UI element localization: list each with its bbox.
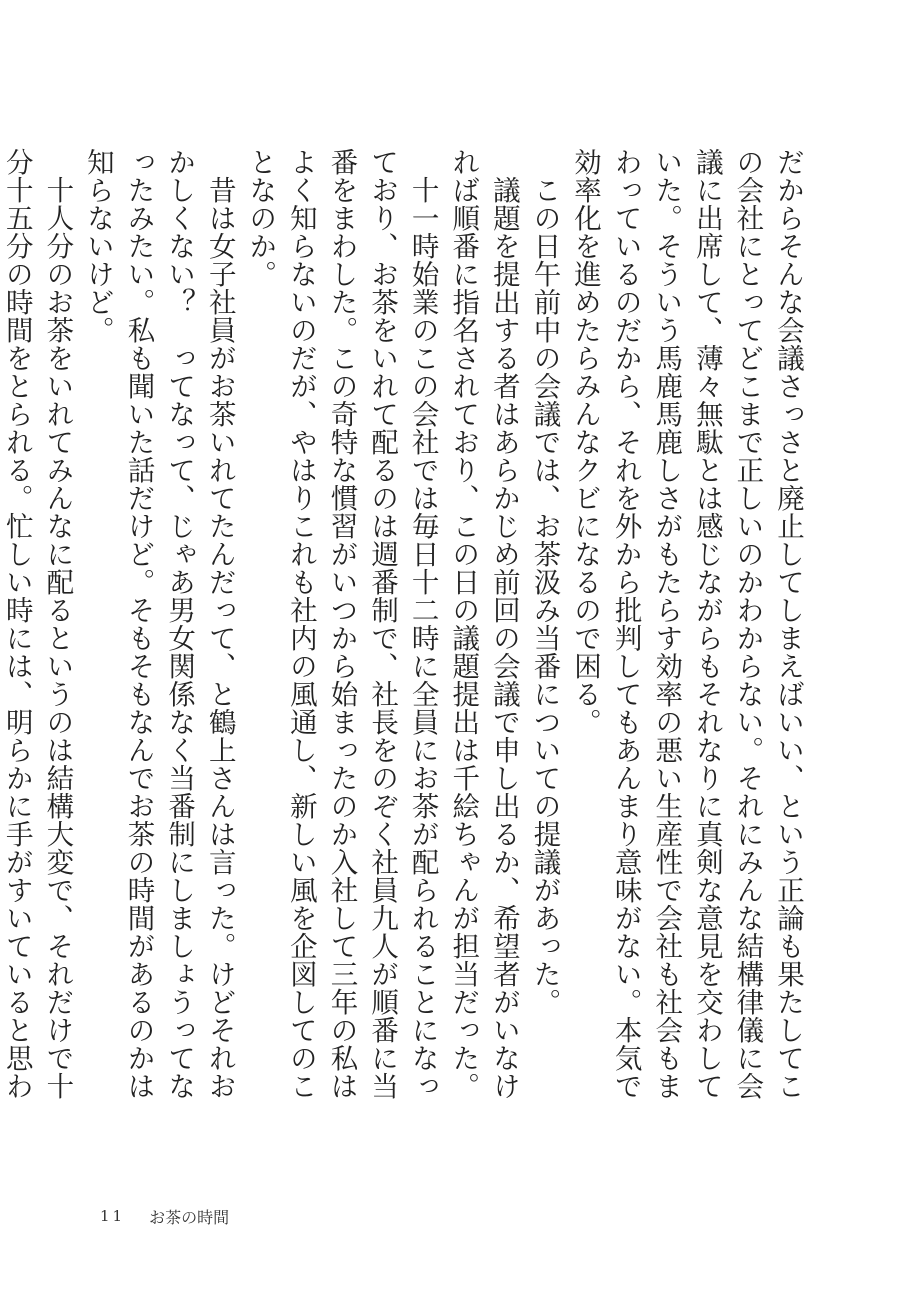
- paragraph-6: 十人分のお茶をいれてみんなに配るというのは結構大変で、それだけで十分十五分の時間をとられる。忙しい時には、明らかに手がすいていると思わ: [0, 148, 74, 1100]
- paragraph-1: だからそんな会議さっさと廃止してしまえばいい、という正論も果たしてこの会社にとってどこまで正しいのかわからない。それにみんな結構律儀に会議に出席して、薄々無駄とは感じながらもそれなりに真剣な意見を交わしていた。そういう馬鹿馬鹿しさがもたらす効率の悪い生産性で会社も社会もまわっているのだから、それを外から批判してもあんまり意味がない。本気で効率化を進めたらみんなクビになるので困る。: [569, 148, 804, 1100]
- paragraph-3: 議題を提出する者はあらかじめ前回の会議で申し出るか、希望者がいなければ順番に指名されており、この日の議題提出は千絵ちゃんが担当だった。: [447, 148, 520, 1100]
- page-number: 11: [100, 1207, 126, 1225]
- page-footer: [100, 1204, 229, 1228]
- running-title: お茶の時間: [149, 1207, 230, 1227]
- vertical-body-text: [0, 148, 808, 1100]
- paragraph-2: この日午前中の会議では、お茶汲み当番についての提議があった。: [528, 175, 561, 1016]
- paragraph-4: 十一時始業のこの会社では毎日十二時に全員にお茶が配られることになっており、お茶をいれて配るのは週番制で、社長をのぞく社員九人が順番に当番をまわした。この奇特な慣習がいつから始まったのか入社して三年の私はよく知らないのだが、やはりこれも社内の風通し、新しい風を企図してのことなのか。: [244, 148, 439, 1100]
- paragraph-5: 昔は女子社員がお茶いれてたんだって、と鶴上さんは言った。けどそれおかしくない？ ってなって、じゃあ男女関係なく当番制にしましょうってなったみたい。私も聞いた話だけど。そもそもなんでお茶の時間があるのかは知らないけど。: [81, 148, 236, 1100]
